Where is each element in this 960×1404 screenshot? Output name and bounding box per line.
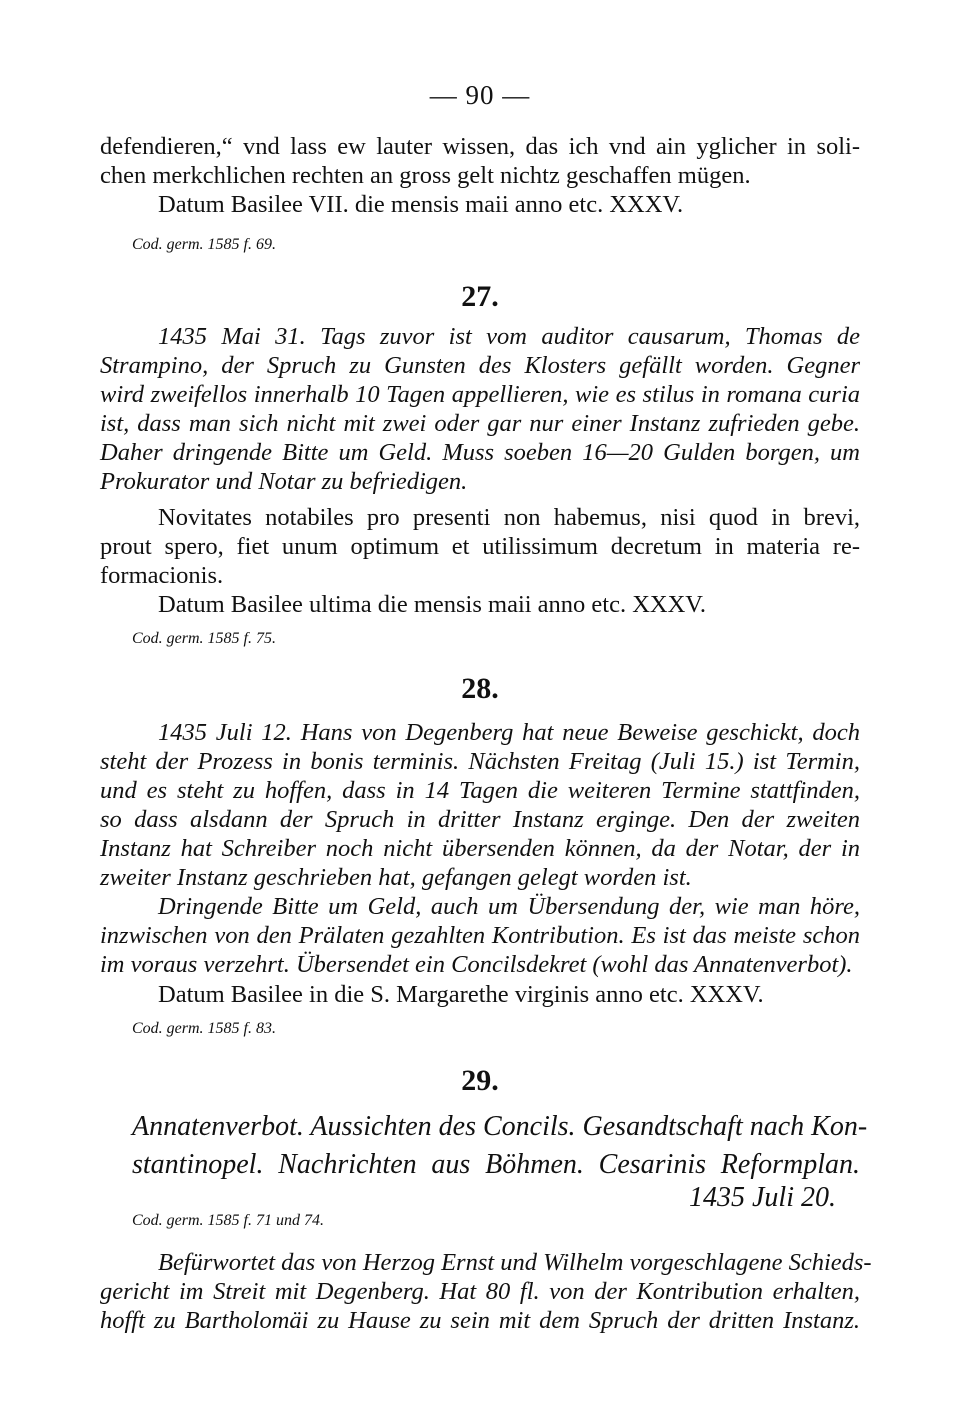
- text-line: chen merkchlichen rechten an gross gelt nichtz geschaffen mügen.: [100, 162, 751, 189]
- latin-line: prout spero, fiet unum optimum et utilissimum decretum in materia re-: [100, 533, 860, 560]
- datum-line: Datum Basilee VII. die mensis maii anno etc. XXXV.: [158, 191, 684, 218]
- codex-reference: Cod. germ. 1585 f. 75.: [132, 630, 276, 647]
- section-27-latin: [100, 503, 860, 619]
- latin-line: Novitates notabiles pro presenti non habemus, nisi quod in brevi,: [158, 504, 860, 531]
- summary-line: und es steht zu hoffen, dass in 14 Tagen die weiteren Termine stattfinden,: [100, 777, 860, 804]
- summary-line: so dass alsdann der Spruch in dritter Instanz erginge. Den der zweiten: [100, 806, 860, 833]
- summary-line: steht der Prozess in bonis terminis. Nächsten Freitag (Juli 15.) ist Termin,: [100, 748, 860, 775]
- summary-line: Daher dringende Bitte um Geld. Muss soeben 16—20 Gulden borgen, um: [100, 439, 860, 466]
- codex-reference: Cod. germ. 1585 f. 71 und 74.: [132, 1212, 324, 1229]
- summary-line: Instanz hat Schreiber noch nicht übersenden können, da der Notar, der in: [100, 835, 860, 862]
- summary-line: Befürwortet das von Herzog Ernst und Wilhelm vorgeschlagene Schieds-: [158, 1249, 872, 1276]
- section-29-date: 1435 Juli 20.: [689, 1182, 836, 1213]
- letter-continuation: [100, 132, 860, 219]
- summary-line: inzwischen von den Prälaten gezahlten Kontribution. Es ist das meiste schon: [100, 922, 860, 949]
- summary-line: zweiter Instanz geschrieben hat, gefangen gelegt worden ist.: [100, 864, 692, 891]
- codex-reference: Cod. germ. 1585 f. 69.: [132, 236, 276, 253]
- summary-line: ist, dass man sich nicht mit zwei oder gar nur einer Instanz zufrieden gebe.: [100, 410, 860, 437]
- section-28-datum: [100, 980, 860, 1009]
- datum-line: Datum Basilee in die S. Margarethe virginis anno etc. XXXV.: [158, 981, 764, 1008]
- summary-line: hofft zu Bartholomäi zu Hause zu sein mit dem Spruch der dritten Instanz.: [100, 1307, 860, 1334]
- latin-line: formacionis.: [100, 562, 224, 589]
- section-27-summary: [100, 322, 860, 496]
- codex-reference: Cod. germ. 1585 f. 83.: [132, 1020, 276, 1037]
- section-number-28: 28.: [461, 672, 499, 705]
- summary-line: Dringende Bitte um Geld, auch um Übersendung der, wie man höre,: [158, 893, 860, 920]
- summary-line: 1435 Mai 31. Tags zuvor ist vom auditor causarum, Thomas de: [158, 323, 860, 350]
- summary-line: Prokurator und Notar zu befriedigen.: [100, 468, 468, 495]
- summary-line: Strampino, der Spruch zu Gunsten des Klosters gefällt worden. Gegner: [100, 352, 860, 379]
- page-number: — 90 —: [429, 80, 531, 110]
- section-29-summary: [100, 1248, 872, 1335]
- heading-line: stantinopel. Nachrichten aus Böhmen. Cesarinis Reformplan.: [132, 1149, 860, 1180]
- text-line: defendieren,“ vnd lass ew lauter wissen, das ich vnd ain yglicher in soli-: [100, 133, 860, 160]
- summary-line: wird zweifellos innerhalb 10 Tagen appellieren, wie es stilus in romana curia: [100, 381, 860, 408]
- heading-line: Annatenverbot. Aussichten des Concils. Gesandtschaft nach Kon-: [132, 1111, 868, 1142]
- section-29-heading: [132, 1108, 868, 1184]
- summary-line: gericht im Streit mit Degenberg. Hat 80 fl. von der Kontribution erhalten,: [100, 1278, 860, 1305]
- summary-line: 1435 Juli 12. Hans von Degenberg hat neue Beweise geschickt, doch: [158, 719, 860, 746]
- summary-line: im voraus verzehrt. Übersendet ein Concilsdekret (wohl das Annatenverbot).: [100, 951, 853, 978]
- section-number-29: 29.: [461, 1064, 499, 1097]
- datum-line: Datum Basilee ultima die mensis maii anno etc. XXXV.: [158, 591, 706, 618]
- section-28-summary: [100, 718, 860, 979]
- section-number-27: 27.: [461, 280, 499, 313]
